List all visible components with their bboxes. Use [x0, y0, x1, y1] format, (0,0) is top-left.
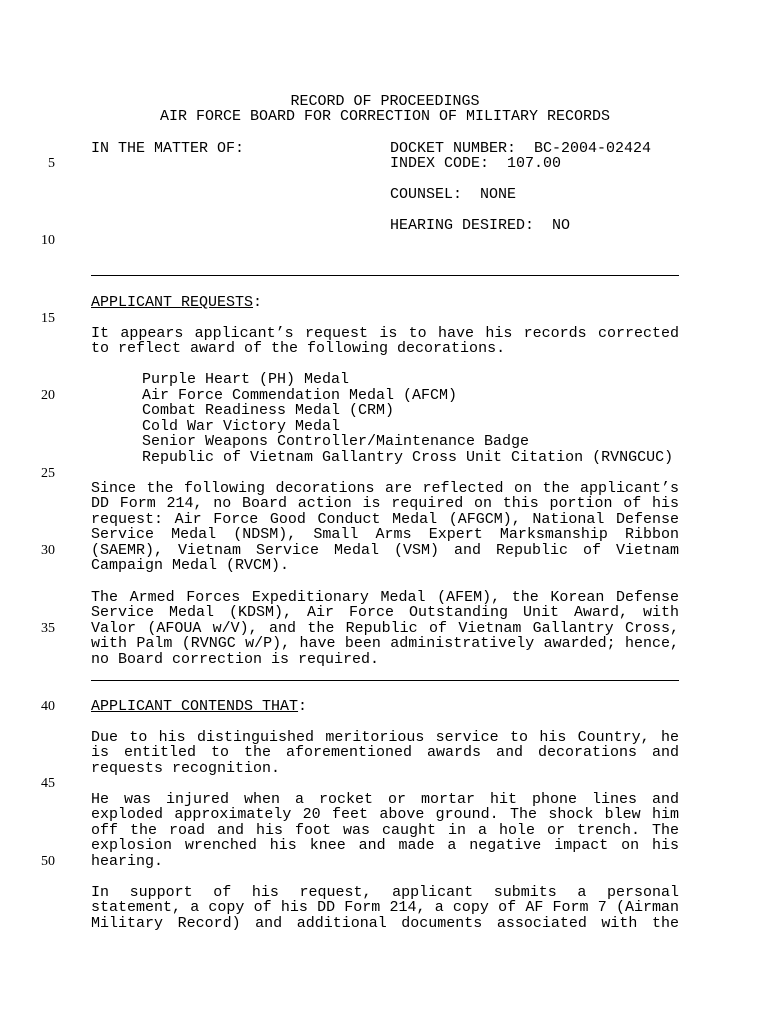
- requests-heading: APPLICANT REQUESTS:: [91, 294, 263, 311]
- line-number: 40: [41, 699, 55, 714]
- section-divider: [91, 680, 679, 681]
- line-number: 50: [41, 854, 55, 869]
- line-number: 15: [41, 311, 55, 326]
- decoration-item: Senior Weapons Controller/Maintenance Badge: [142, 433, 530, 450]
- hearing-desired: HEARING DESIRED: NO: [390, 217, 571, 234]
- contends-heading: APPLICANT CONTENDS THAT:: [91, 698, 308, 715]
- decoration-item: Cold War Victory Medal: [142, 418, 341, 435]
- requests-paragraph-3: The Armed Forces Expeditionary Medal (AFEM), the Korean Defense Service Medal (KDSM), Air Force Outstanding Unit Award, with Valor (AFOUA w/V), and the Republic of Vietnam Gallantry Cross, with Palm (RVNGC w/P), have been administratively awarded; hence, no Board correction is required.: [91, 589, 679, 668]
- decoration-item: Combat Readiness Medal (CRM): [142, 402, 395, 419]
- line-number: 35: [41, 621, 55, 636]
- line-number: 25: [41, 466, 55, 481]
- counsel: COUNSEL: NONE: [390, 186, 517, 203]
- decoration-item: Purple Heart (PH) Medal: [142, 371, 350, 388]
- title-line-1: RECORD OF PROCEEDINGS: [290, 93, 480, 110]
- requests-intro: It appears applicant’s request is to have his records corrected to reflect award of the following decorations.: [91, 325, 679, 358]
- requests-paragraph-2: Since the following decorations are reflected on the applicant’s DD Form 214, no Board action is required on this portion of his request: Air Force Good Conduct Medal (AFGCM), National Defense Service Medal (NDSM), Small Arms Expert Marksmanship Ribbon (SAEMR), Vietnam Service Medal (VSM) and Republic of Vietnam Campaign Medal (RVCM).: [91, 480, 679, 575]
- contends-paragraph-2: He was injured when a rocket or mortar hit phone lines and exploded approximately 20 feet above ground. The shock blew him off the road and his foot was caught in a hole or trench. The explosion wrenched his knee and made a negative impact on his hearing.: [91, 791, 679, 870]
- line-number: 30: [41, 543, 55, 558]
- decoration-item: Air Force Commendation Medal (AFCM): [142, 387, 458, 404]
- line-number: 5: [48, 156, 55, 171]
- line-number: 20: [41, 388, 55, 403]
- docket-number: DOCKET NUMBER: BC-2004-02424: [390, 140, 652, 157]
- contends-paragraph-1: Due to his distinguished meritorious service to his Country, he is entitled to the aforementioned awards and decorations and requests recognition.: [91, 729, 679, 777]
- line-number: 10: [41, 233, 55, 248]
- index-code: INDEX CODE: 107.00: [390, 155, 562, 172]
- contends-paragraph-3: In support of his request, applicant submits a personal statement, a copy of his DD Form 214, a copy of AF Form 7 (Airman Military Record) and additional documents associated with the: [91, 884, 679, 932]
- decoration-item: Republic of Vietnam Gallantry Cross Unit Citation (RVNGCUC): [142, 449, 674, 466]
- line-number: 45: [41, 776, 55, 791]
- title-line-2: AIR FORCE BOARD FOR CORRECTION OF MILITARY RECORDS: [159, 108, 611, 125]
- matter-label: IN THE MATTER OF:: [91, 140, 245, 157]
- section-divider: [91, 275, 679, 276]
